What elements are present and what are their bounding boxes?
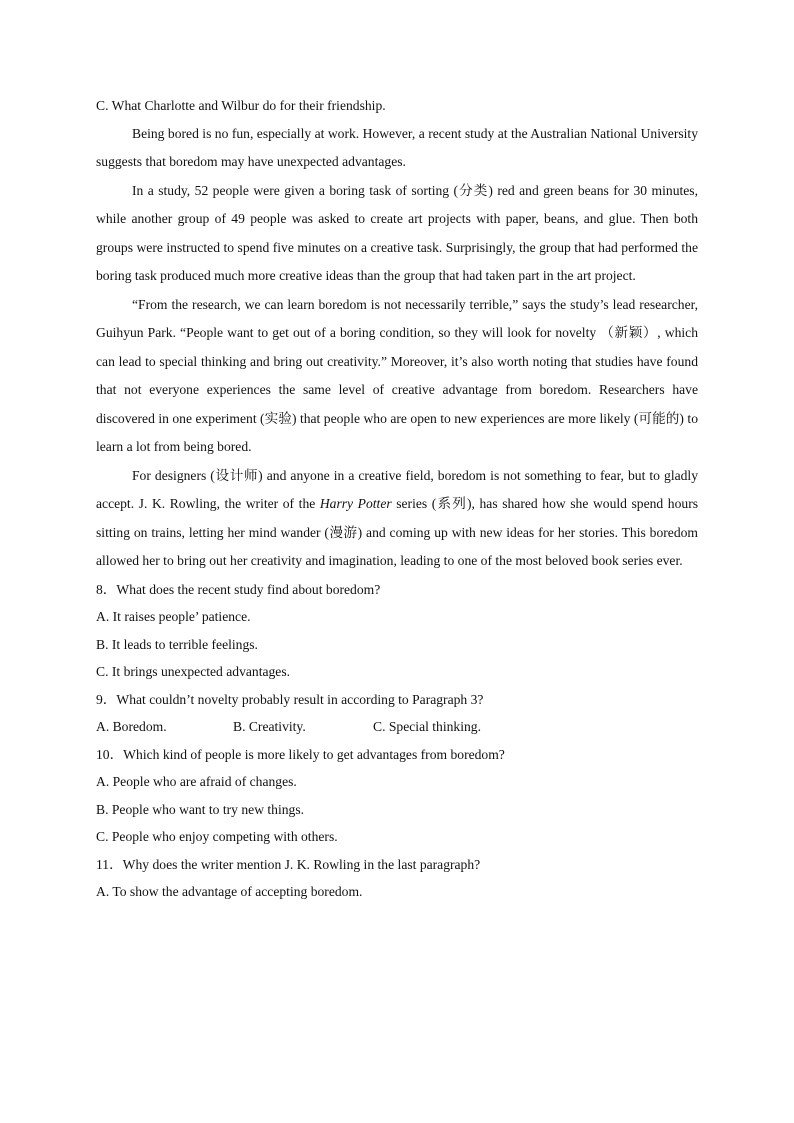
question-8-option-c: C. It brings unexpected advantages. [96,664,291,679]
paragraph-4-text-end: series (系列), has shared how she would spend hours sitting on trains, letting her mind wander (漫游) and coming up with new ideas for her stories. This boredom allowed her to bring out her creativity and imagination, leading to one of the most beloved book series ever. [96,496,699,568]
passage-paragraph-1: Being bored is no fun, especially at work. However, a recent study at the Australian National University suggests that boredom may have unexpected advantages. [96,125,698,169]
question-10-option-a: A. People who are afraid of changes. [96,774,297,789]
passage-paragraph-2: In a study, 52 people were given a boring task of sorting (分类) red and green beans for 30 minutes, while another group of 49 people was asked to create art projects with paper, beans, and glue. Then both groups were instructed to spend five minutes on a creative task. Surprisingly, the group that had performed the boring task produced much more creative ideas than the group that had taken part in the art project. [96,182,698,283]
question-9 [96,686,698,741]
question-8-option-b: B. It leads to terrible feelings. [96,636,258,652]
document-page [96,92,698,906]
question-11-option-a: A. To show the advantage of accepting boredom. [96,884,363,899]
passage-paragraph-3: “From the research, we can learn boredom is not necessarily terrible,” says the study’s lead researcher, Guihyun Park. “People want to get out of a boring condition, so they will look for novelty （新颖）, which can lead to special thinking and bring out creativity.” Moreover, it’s also worth noting that studies have found that not everyone experiences the same level of creative advantage from boredom. Researchers have discovered in one experiment (实验) that people who are open to new experiences are more likely (可能的) to learn a lot from being bored. [96,296,698,454]
question-10-option-b: B. People who want to try new things. [96,801,305,817]
question-9-stem: 9．What couldn’t novelty probably result in according to Paragraph 3? [96,691,484,707]
question-11 [96,851,698,906]
question-10 [96,741,698,851]
book-title: Harry Potter [319,496,392,511]
passage-paragraph-4 [96,462,698,576]
question-8-option-a: A. It raises people’ patience. [96,609,251,624]
question-9-option-a: A. Boredom. [96,719,167,734]
paragraph-4-text-start: For designers (设计师) and anyone in a creative field, boredom is not something to fear, but to gladly accept. J. K. Rowling, the writer of the [96,467,698,511]
previous-question-option-c: C. What Charlotte and Wilbur do for their friendship. [96,98,386,113]
question-9-option-c: C. Special thinking. [373,719,481,734]
reading-passage [96,120,698,576]
question-8 [96,576,698,686]
question-11-stem: 11．Why does the writer mention J. K. Rowling in the last paragraph? [96,856,481,872]
question-10-option-c: C. People who enjoy competing with others. [96,829,338,844]
question-8-stem: 8．What does the recent study find about boredom? [96,581,381,597]
question-9-option-b: B. Creativity. [233,719,306,734]
question-9-options [96,713,698,741]
question-10-stem: 10．Which kind of people is more likely to get advantages from boredom? [96,746,505,762]
